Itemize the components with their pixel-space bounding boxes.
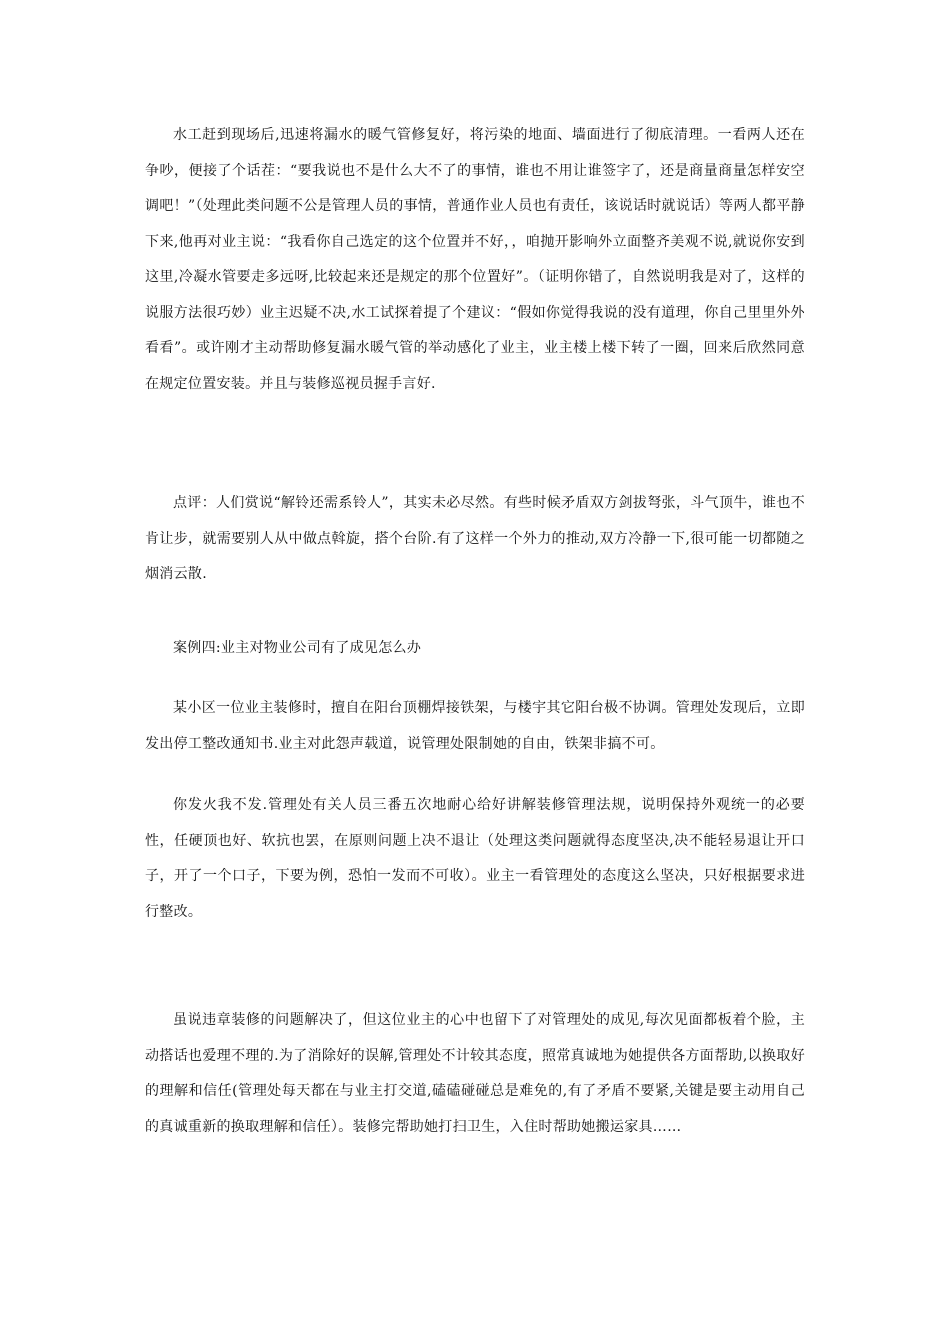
paragraph-commentary: 点评：人们赏说“解铃还需系铃人”，其实未必尽然。有些时候矛盾双方剑拔弩张，斗气顶牛，谁也不肯让步，就需要别人从中做点斡旋，搭个台阶.有了这样一个外力的推动,双方冷静一下,很可能一切都随之烟消云散.: [145, 495, 805, 582]
paragraph-case-intro: 某小区一位业主装修时，擅自在阳台顶棚焊接铁架，与楼宇其它阳台极不协调。管理处发现后，立即发出停工整改通知书.业主对此怨声载道，说管理处限制她的自由，铁架非搞不可。: [145, 700, 805, 752]
paragraph-case-response: 你发火我不发.管理处有关人员三番五次地耐心给好讲解装修管理法规，说明保持外观统一的必要性，任硬顶也好、软抗也罢，在原则问题上决不退让（处理这类问题就得态度坚决,决不能轻易退让开口子，开了一个口子，下要为例，恐怕一发而不可收）。业主一看管理处的态度这么坚决，只好根据要求进行整改。: [145, 797, 805, 920]
case-heading: 案例四:业主对物业公司有了成见怎么办: [173, 640, 422, 656]
paragraph-repair-story: 水工赶到现场后,迅速将漏水的暖气管修复好，将污染的地面、墙面进行了彻底清理。一看两人还在争吵，便接了个话茬：“要我说也不是什么大不了的事情，谁也不用让谁签字了，还是商量商量怎样安空调吧！”（处理此类问题不公是管理人员的事情，普通作业人员也有责任，该说话时就说话）等两人都平静下来,他再对业主说：“我看你自己选定的这个位置并不好，，咱抛开影响外立面整齐美观不说,就说你安到这里,冷凝水管要走多远呀,比较起来还是规定的那个位置好”。（证明你错了，自然说明我是对了，这样的说服方法很巧妙）业主迟疑不决,水工试探着提了个建议：“假如你觉得我说的没有道理，你自己里里外外看看”。或许刚才主动帮助修复漏水暖气管的举动感化了业主，业主楼上楼下转了一圈，回来后欣然同意在规定位置安装。并且与装修巡视员握手言好.: [145, 127, 805, 392]
paragraph-case-followup: 虽说违章装修的问题解决了，但这位业主的心中也留下了对管理处的成见,每次见面都板着个脸，主动搭话也爱理不理的.为了消除好的误解,管理处不计较其态度，照常真诚地为她提供各方面帮助,以换取好的理解和信任(管理处每天都在与业主打交道,磕磕碰碰总是难免的,有了矛盾不要紧,关键是要主动用自己的真诚重新的换取理解和信任）。装修完帮助她打扫卫生，入住时帮助她搬运家具……: [145, 1012, 805, 1135]
